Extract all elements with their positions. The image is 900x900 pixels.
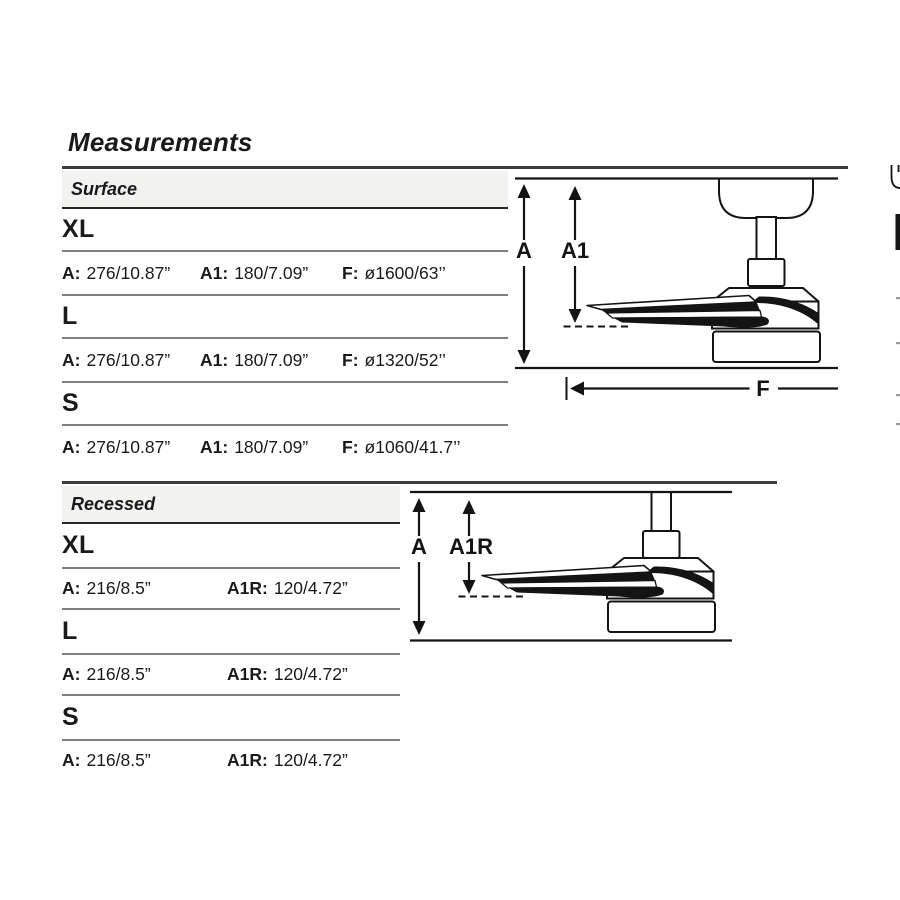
dimension-label-a: A [411,534,427,559]
cropped-line-fragment [896,342,900,344]
spec-label: A: [62,750,81,770]
spec-cell-f [342,437,508,458]
recessed-l-values-row [62,655,400,694]
spec-cell-f [342,263,508,284]
spec-value: 180/7.09” [234,436,309,457]
dimension-label-a1r: A1R [448,534,494,559]
spec-cell-a [62,263,200,284]
spec-value: 180/7.09” [234,349,309,370]
canopy [719,179,813,218]
spec-cell-a [62,664,227,685]
spec-label: A: [62,436,81,457]
spec-cell-a1 [200,263,342,284]
recessed-size-xl [62,524,400,567]
size-name: XL [62,531,95,559]
recessed-xl-values-row [62,569,400,608]
arrowhead-down [518,350,531,364]
size-name: XL [62,215,95,243]
size-name: L [62,302,78,330]
arrowhead-up [518,184,531,198]
dimension-label-a: A [516,238,532,263]
spec-value: 276/10.87” [86,349,171,370]
arrowhead-left [570,382,584,396]
recessed-header-label: Recessed [71,493,156,514]
spec-cell-a [62,350,200,371]
size-name: L [62,617,78,645]
spec-value: ø1060/41.7’’ [364,436,461,457]
page-title: Measurements [68,127,253,157]
surface-s-values-row [62,426,508,468]
spec-cell-a1 [200,437,342,458]
recessed-size-l [62,610,400,653]
spec-cell-a [62,437,200,458]
spec-cell-a1r [227,578,400,599]
size-name: S [62,389,79,417]
spec-label: A1: [200,349,229,370]
spec-cell-f [342,350,508,371]
arrowhead-down [569,309,582,323]
spec-label: A: [62,578,81,598]
spec-label: A1: [200,436,229,457]
spec-value: 216/8.5” [86,578,151,598]
fan-side-view [564,288,821,362]
spec-cell-a [62,750,227,771]
surface-mount-diagram [500,158,900,410]
surface-size-xl [62,209,508,250]
spec-label: A1R: [227,750,268,770]
spec-value: 120/4.72” [273,750,348,770]
recessed-mount-diagram [400,468,740,653]
arrowhead-up [569,186,582,200]
fan-side-view [459,558,716,632]
spec-cell-a [62,578,227,599]
spec-value: 216/8.5” [86,750,151,770]
spec-label: F: [342,262,359,283]
spec-label: A: [62,262,81,283]
dimension-arrow-a [411,498,427,635]
spec-value: 216/8.5” [86,664,151,684]
surface-l-values-row [62,339,508,381]
right-edge-cropped-fragments [885,158,900,448]
recessed-table-header [62,486,400,524]
spec-value: 120/4.72” [273,578,348,598]
surface-size-s [62,383,508,424]
recessed-table [62,486,400,780]
downrod-joint [748,259,785,286]
spec-value: ø1320/52’’ [364,349,446,370]
dimension-arrow-a [516,184,532,364]
size-name: S [62,703,79,731]
arrowhead-down [413,621,426,635]
surface-table-header [62,171,508,209]
dimension-arrow-a1 [561,186,589,323]
cropped-bar-fragment [896,214,900,250]
dimension-label-a1: A1 [560,238,590,263]
surface-header-label: Surface [71,178,138,199]
spec-cell-a1r [227,664,400,685]
surface-size-l [62,296,508,337]
downrod-joint [643,531,680,558]
arrowhead-down [463,580,476,594]
spec-value: 180/7.09” [234,262,309,283]
cropped-line-fragment [896,394,900,396]
spec-label: A1R: [227,664,268,684]
spec-label: A: [62,664,81,684]
downrod [757,217,777,260]
spec-label: A1: [200,262,229,283]
surface-table [62,171,508,468]
spec-value: 120/4.72” [273,664,348,684]
spec-label: A1R: [227,578,268,598]
recessed-size-s [62,696,400,739]
downrod [652,492,672,533]
spec-label: F: [342,349,359,370]
spec-value: ø1600/63’’ [364,262,446,283]
recessed-s-values-row [62,741,400,780]
dimension-label-f: F [756,376,770,401]
cropped-line-fragment [896,423,900,425]
arrowhead-up [413,498,426,512]
dimension-arrow-f [567,376,839,401]
arrowhead-up [463,500,476,514]
spec-value: 276/10.87” [86,436,171,457]
cropped-line-fragment [896,297,900,299]
dimension-arrow-a1r [449,500,493,594]
spec-label: A: [62,349,81,370]
spec-cell-a1 [200,350,342,371]
surface-xl-values-row [62,252,508,294]
spec-label: F: [342,436,359,457]
spec-cell-a1r [227,750,400,771]
spec-value: 276/10.87” [86,262,171,283]
